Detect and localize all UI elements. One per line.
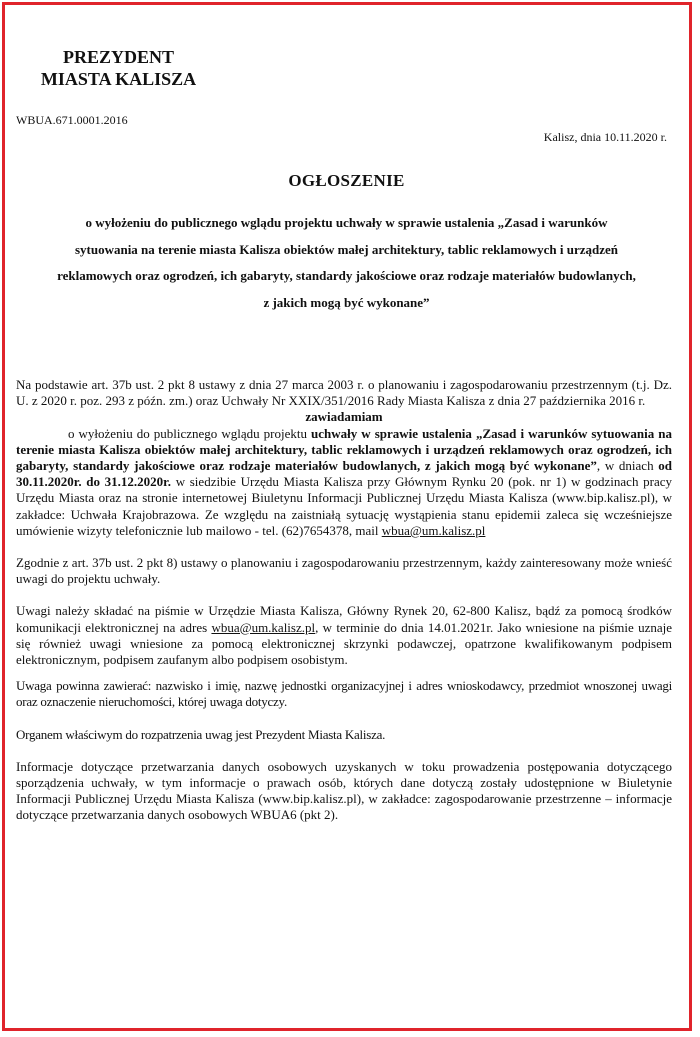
personal-data-paragraph: Informacje dotyczące przetwarzania danych osobowych uzyskanych w toku prowadzenia postępowania dotyczącego sporządzenia uchwały, w tym informacje o prawach osób, których dane dotyczą zostały udostępnione w Biuletynie Informacji Publicznej Urzędu Miasta Kalisza (www.bip.kalisz.pl), w zakładce: zagospodarowanie przestrzenne – informacje dotyczące przetwarzania danych osobowych WBUA6 (pkt 2).: [16, 758, 672, 823]
contact-email-link[interactable]: wbua@um.kalisz.pl: [381, 522, 486, 538]
notice-text-2: , w dniach: [596, 458, 659, 474]
legal-basis-paragraph: Na podstawie art. 37b ust. 2 pkt 8 ustawy z dnia 27 marca 2003 r. o planowaniu i zagospodarowaniu przestrzennym (t.j. Dz. U. z 2020 r. poz. 293 z późn. zm.) oraz Uchwały Nr XXIX/351/2016 Rady Miasta Kalisza z dnia 27 października 2016 r.: [16, 377, 672, 409]
comments-right-paragraph: Zgodnie z art. 37b ust. 2 pkt 8) ustawy o planowaniu i zagospodarowaniu przestrzennym, każdy zainteresowany może wnieść uwagi do projektu uchwały.: [16, 555, 672, 587]
display-notice-paragraph: [16, 426, 672, 539]
document-title: OGŁOSZENIE: [288, 171, 405, 190]
notice-text-3: w siedzibie Urzędu Miasta Kalisza przy Głównym Rynku 20 (pok. nr 1) w godzinach pracy Urzędu Miasta oraz na stronie internetowej Biuletynu Informacji Publicznej Urzędu Miasta Kalisza (www.bip.kalisz.pl), w zakładce: Uchwała Krajobrazowa. Ze względu na zaistniałą sytuację wystąpienia stanu epidemii zaleca się wcześniejsze umówienie wizyty telefonicznie lub mailowo - tel. (62)7654378, mail: [16, 474, 672, 538]
submission-paragraph: [16, 603, 672, 668]
announce-word: zawiadamiam: [305, 409, 383, 425]
competent-authority-paragraph: Organem właściwym do rozpatrzenia uwag jest Prezydent Miasta Kalisza.: [16, 726, 386, 742]
document-subtitle: o wyłożeniu do publicznego wglądu projektu uchwały w sprawie ustalenia „Zasad i warunków sytuowania na terenie miasta Kalisza obiektów małej architektury, tablic reklamowych i urządzeń reklamowych oraz ogrodzeń, ich gabaryty, standardy jakościowe oraz rodzaje materiałów budowlanych, z jakich mogą być wykonane”: [57, 215, 636, 310]
document-body: [16, 377, 672, 824]
notice-text-1: o wyłożeniu do publicznego wglądu projektu: [68, 425, 312, 441]
submission-text-1: Uwagi należy składać na piśmie w Urzędzie Miasta Kalisza, Główny Rynek 20, 62-800 Kalisz, bądź za pomocą środków komunikacji elektronicznej na adres: [16, 603, 672, 635]
place-and-date: Kalisz, dnia 10.11.2020 r.: [543, 130, 667, 144]
authority-line-1: PREZYDENT: [62, 47, 174, 67]
resolution-title-bold: uchwały w sprawie ustalenia „Zasad i warunków sytuowania na terenie miasta Kalisza obiektów małej architektury, tablic reklamowych i urządzeń reklamowych oraz ogrodzeń, ich gabaryty, standardy jakościowe oraz rodzaje materiałów budowlanych, z jakich mogą być wykonane”: [16, 425, 672, 474]
comment-content-paragraph: Uwaga powinna zawierać: nazwisko i imię, nazwę jednostki organizacyjnej i adres wnioskodawcy, przedmiot wnoszonej uwagi oraz oznaczenie nieruchomości, której uwaga dotyczy.: [16, 678, 672, 710]
submission-text-2: , w terminie do dnia 14.01.2021r. Jako wniesione na piśmie uznaje się również uwagi wniesione za pomocą elektronicznej skrzynki podawczej, opatrzone kwalifikowanym podpisem elektronicznym, podpisem zaufanym albo podpisem osobistym.: [16, 619, 672, 668]
display-period-bold: od 30.11.2020r. do 31.12.2020r.: [16, 458, 673, 490]
issuing-authority: [26, 46, 211, 90]
reference-number: WBUA.671.0001.2016: [16, 113, 128, 127]
authority-line-2: MIASTA KALISZA: [40, 69, 197, 89]
submission-email-link[interactable]: wbua@um.kalisz.pl: [211, 619, 316, 635]
